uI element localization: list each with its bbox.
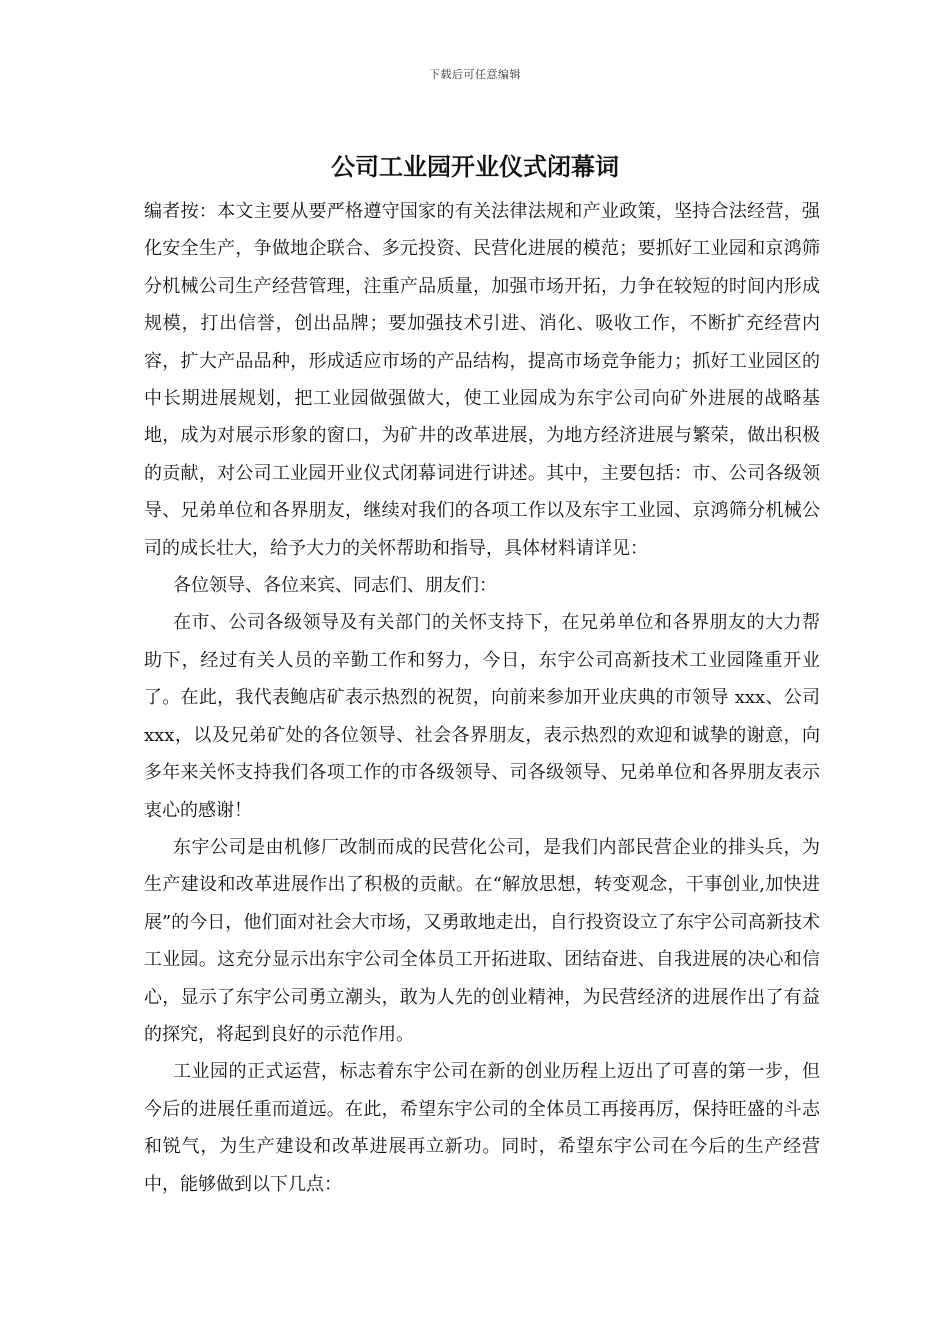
document-body [144, 193, 820, 1203]
editor-note-paragraph: 编者按：本文主要从要严格遵守国家的有关法律法规和产业政策，坚持合法经营，强化安全生产，争做地企联合、多元投资、民营化进展的模范；要抓好工业园和京鸿筛分机械公司生产经营管理，注重产品质量，加强市场开拓，力争在较短的时间内形成规模，打出信誉，创出品牌；要加强技术引进、消化、吸收工作，不断扩充经营内容，扩大产品品种，形成适应市场的产品结构，提高市场竞争能力；抓好工业园区的中长期进展规划，把工业园做强做大，使工业园成为东宇公司向矿外进展的战略基地，成为对展示形象的窗口，为矿井的改革进展，为地方经济进展与繁荣，做出积极的贡献，对公司工业园开业仪式闭幕词进行讲述。其中，主要包括：市、公司各级领导、兄弟单位和各界朋友，继续对我们的各项工作以及东宇工业园、京鸿筛分机械公司的成长壮大，给予大力的关怀帮助和指导，具体材料请详见： [144, 201, 820, 559]
body-paragraph: 东宇公司是由机修厂改制而成的民营化公司，是我们内部民营企业的排头兵，为生产建设和改革进展作出了积极的贡献。在“解放思想，转变观念，干事创业,加快进展”的今日，他们面对社会大市场，又勇敢地走出，自行投资设立了东宇公司高新技术工业园。这充分显示出东宇公司全体员工开拓进取、团结奋进、自我进展的决心和信心，显示了东宇公司勇立潮头，敢为人先的创业精神，为民营经济的进展作出了有益的探究，将起到良好的示范作用。 [144, 836, 820, 1045]
header-note: 下载后可任意编辑 [429, 68, 521, 81]
document-title: 公司工业园开业仪式闭幕词 [331, 152, 619, 181]
body-paragraph: 工业园的正式运营，标志着东宇公司在新的创业历程上迈出了可喜的第一步，但今后的进展任重而道远。在此，希望东宇公司的全体员工再接再厉，保持旺盛的斗志和锐气，为生产建设和改革进展再立新功。同时，希望东宇公司在今后的生产经营中，能够做到以下几点： [144, 1061, 820, 1195]
body-paragraph: 在市、公司各级领导及有关部门的关怀支持下，在兄弟单位和各界朋友的大力帮助下，经过有关人员的辛勤工作和努力，今日，东宇公司高新技术工业园隆重开业了。在此，我代表鲍店矿表示热烈的祝贺，向前来参加开业庆典的市领导 xxx、公司 xxx，以及兄弟矿处的各位领导、社会各界朋友，表示热烈的欢迎和诚挚的谢意，向多年来关怀支持我们各项工作的市各级领导、司各级领导、兄弟单位和各界朋友表示衷心的感谢！ [144, 612, 820, 821]
salutation-paragraph: 各位领导、各位来宾、同志们、朋友们： [173, 575, 497, 597]
